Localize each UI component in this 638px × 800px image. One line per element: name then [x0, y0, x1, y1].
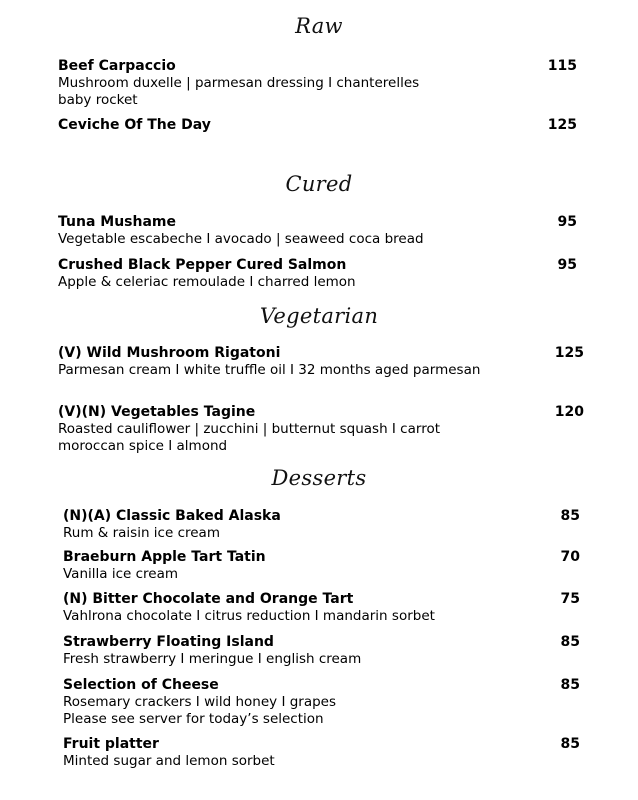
menu-item-name: (V) Wild Mushroom Rigatoni [58, 345, 281, 361]
menu-item-price: 85 [560, 736, 580, 752]
menu-item-description: Fresh strawberry I meringue I english cream [63, 651, 362, 667]
menu-item-name: Crushed Black Pepper Cured Salmon [58, 257, 347, 273]
menu-item-description: Rosemary crackers I wild honey I grapes [63, 694, 337, 710]
section-heading-vegetarian: Vegetarian [259, 304, 379, 328]
menu-item-description: Mushroom duxelle | parmesan dressing I chanterelles [58, 75, 420, 91]
menu-item-baked-alaska [63, 508, 281, 542]
menu-item-price: 120 [554, 404, 584, 420]
section-heading-raw: Raw [295, 14, 343, 38]
menu-item-description: Vegetable escabeche I avocado | seaweed coca bread [58, 231, 424, 247]
menu-item-price: 75 [560, 591, 580, 607]
menu-item-description: Rum & raisin ice cream [63, 525, 220, 541]
menu-item-price: 85 [560, 677, 580, 693]
menu-item-description: Roasted cauliflower | zucchini | butternut squash I carrot [58, 421, 441, 437]
menu-item-ceviche [58, 117, 211, 134]
menu-item-name: Selection of Cheese [63, 677, 219, 693]
menu-item-floating-island [63, 634, 361, 668]
menu-item-price: 85 [560, 508, 580, 524]
menu-item-description: Please see server for today’s selection [63, 710, 324, 727]
section-heading-cured: Cured [285, 172, 353, 196]
menu-item-price: 125 [547, 117, 577, 133]
menu-item-name: Tuna Mushame [58, 214, 176, 230]
menu-item-description: Vahlrona chocolate I citrus reduction I mandarin sorbet [63, 608, 435, 624]
menu-item-price: 85 [560, 634, 580, 650]
menu-item-price: 95 [557, 257, 577, 273]
menu-item-name: Beef Carpaccio [58, 58, 176, 74]
menu-item-chocolate-tart [63, 591, 435, 625]
menu-item-beef-carpaccio [58, 58, 419, 108]
menu-item-name: Fruit platter [63, 736, 159, 752]
menu-item-name: Strawberry Floating Island [63, 634, 274, 650]
menu-item-fruit-platter [63, 736, 275, 770]
section-heading-desserts: Desserts [271, 466, 367, 490]
menu-item-name: (V)(N) Vegetables Tagine [58, 404, 256, 420]
menu-item-tuna-mushame [58, 214, 424, 248]
menu-item-name: (N) Bitter Chocolate and Orange Tart [63, 591, 354, 607]
menu-item-cured-salmon [58, 257, 356, 291]
menu-item-description: Apple & celeriac remoulade I charred lemon [58, 274, 356, 290]
menu-item-name: (N)(A) Classic Baked Alaska [63, 508, 281, 524]
menu-item-cheese [63, 677, 336, 727]
menu-item-description: Minted sugar and lemon sorbet [63, 753, 275, 769]
menu-item-name: Ceviche Of The Day [58, 117, 211, 133]
menu-item-apple-tart [63, 549, 266, 583]
menu-item-description: Vanilla ice cream [63, 566, 179, 582]
menu-item-name: Braeburn Apple Tart Tatin [63, 549, 266, 565]
menu-item-description: moroccan spice I almond [58, 437, 228, 454]
menu-item-price: 70 [560, 549, 580, 565]
menu-item-price: 125 [554, 345, 584, 361]
menu-item-description: baby rocket [58, 91, 138, 108]
menu-item-price: 95 [557, 214, 577, 230]
menu-item-vegetables-tagine [58, 404, 440, 454]
menu-item-description: Parmesan cream I white truffle oil I 32 months aged parmesan [58, 362, 481, 378]
menu-item-mushroom-rigatoni [58, 345, 480, 379]
menu-item-price: 115 [547, 58, 577, 74]
